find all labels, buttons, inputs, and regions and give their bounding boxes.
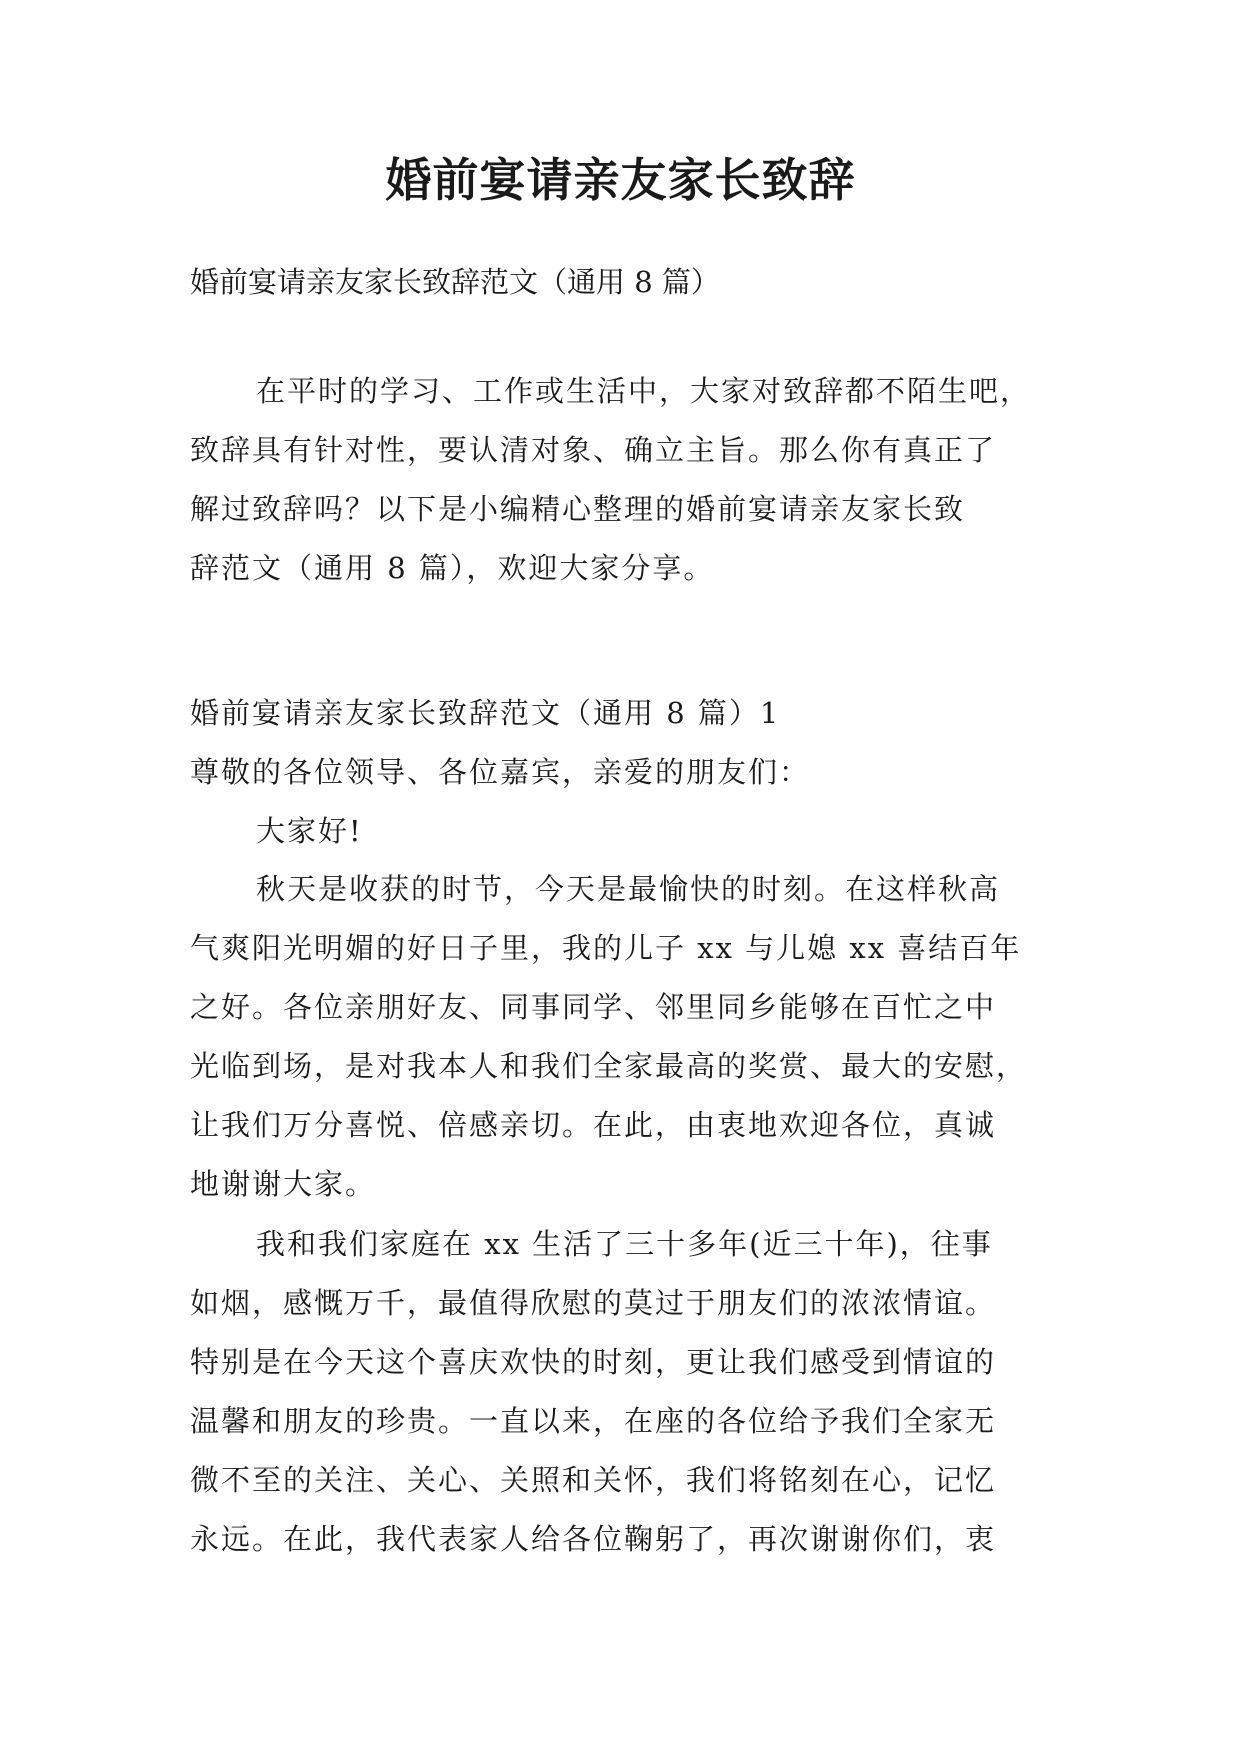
- paragraph-line: 在平时的学习、工作或生活中，大家对致辞都不陌生吧，: [256, 374, 1032, 408]
- paragraph-line: 辞范文（通用 8 篇），欢迎大家分享。: [190, 551, 715, 585]
- document-title: 婚前宴请亲友家长致辞: [385, 153, 856, 207]
- paragraph-line: 气爽阳光明媚的好日子里，我的儿子 xx 与儿媳 xx 喜结百年: [190, 931, 1022, 965]
- paragraph-line: 解过致辞吗？以下是小编精心整理的婚前宴请亲友家长致: [190, 492, 966, 526]
- paragraph-line: 光临到场，是对我本人和我们全家最高的奖赏、最大的安慰，: [190, 1049, 1028, 1083]
- paragraph-line: 温馨和朋友的珍贵。一直以来，在座的各位给予我们全家无: [190, 1404, 997, 1438]
- paragraph-line: 秋天是收获的时节，今天是最愉快的时刻。在这样秋高: [256, 872, 1001, 906]
- paragraph-line: 微不至的关注、关心、关照和关怀，我们将铭刻在心，记忆: [190, 1463, 997, 1497]
- intro-paragraph: [190, 362, 1031, 598]
- paragraph-line: 地谢谢大家。: [190, 1167, 377, 1201]
- greeting: 大家好!: [256, 814, 363, 848]
- paragraph-line: 让我们万分喜悦、倍感亲切。在此，由衷地欢迎各位，真诚: [190, 1108, 997, 1142]
- paragraph-line: 我和我们家庭在 xx 生活了三十多年(近三十年)，往事: [256, 1227, 993, 1261]
- document-subtitle: 婚前宴请亲友家长致辞范文（通用 8 篇）: [190, 265, 720, 299]
- paragraph-line: 致辞具有针对性，要认清对象、确立主旨。那么你有真正了: [190, 433, 997, 467]
- paragraph-line: 之好。各位亲朋好友、同事同学、邻里同乡能够在百忙之中: [190, 990, 997, 1024]
- salutation: 尊敬的各位领导、各位嘉宾，亲爱的朋友们：: [190, 755, 811, 789]
- paragraph-line: 如烟，感慨万千，最值得欣慰的莫过于朋友们的浓浓情谊。: [190, 1286, 997, 1320]
- paragraph-line: 永远。在此，我代表家人给各位鞠躬了，再次谢谢你们，衷: [190, 1522, 997, 1556]
- paragraph-line: 特别是在今天这个喜庆欢快的时刻，更让我们感受到情谊的: [190, 1345, 997, 1379]
- body-paragraph-1: [190, 860, 1027, 1214]
- body-paragraph-2: [190, 1215, 996, 1569]
- section-heading: 婚前宴请亲友家长致辞范文（通用 8 篇）1: [190, 696, 781, 730]
